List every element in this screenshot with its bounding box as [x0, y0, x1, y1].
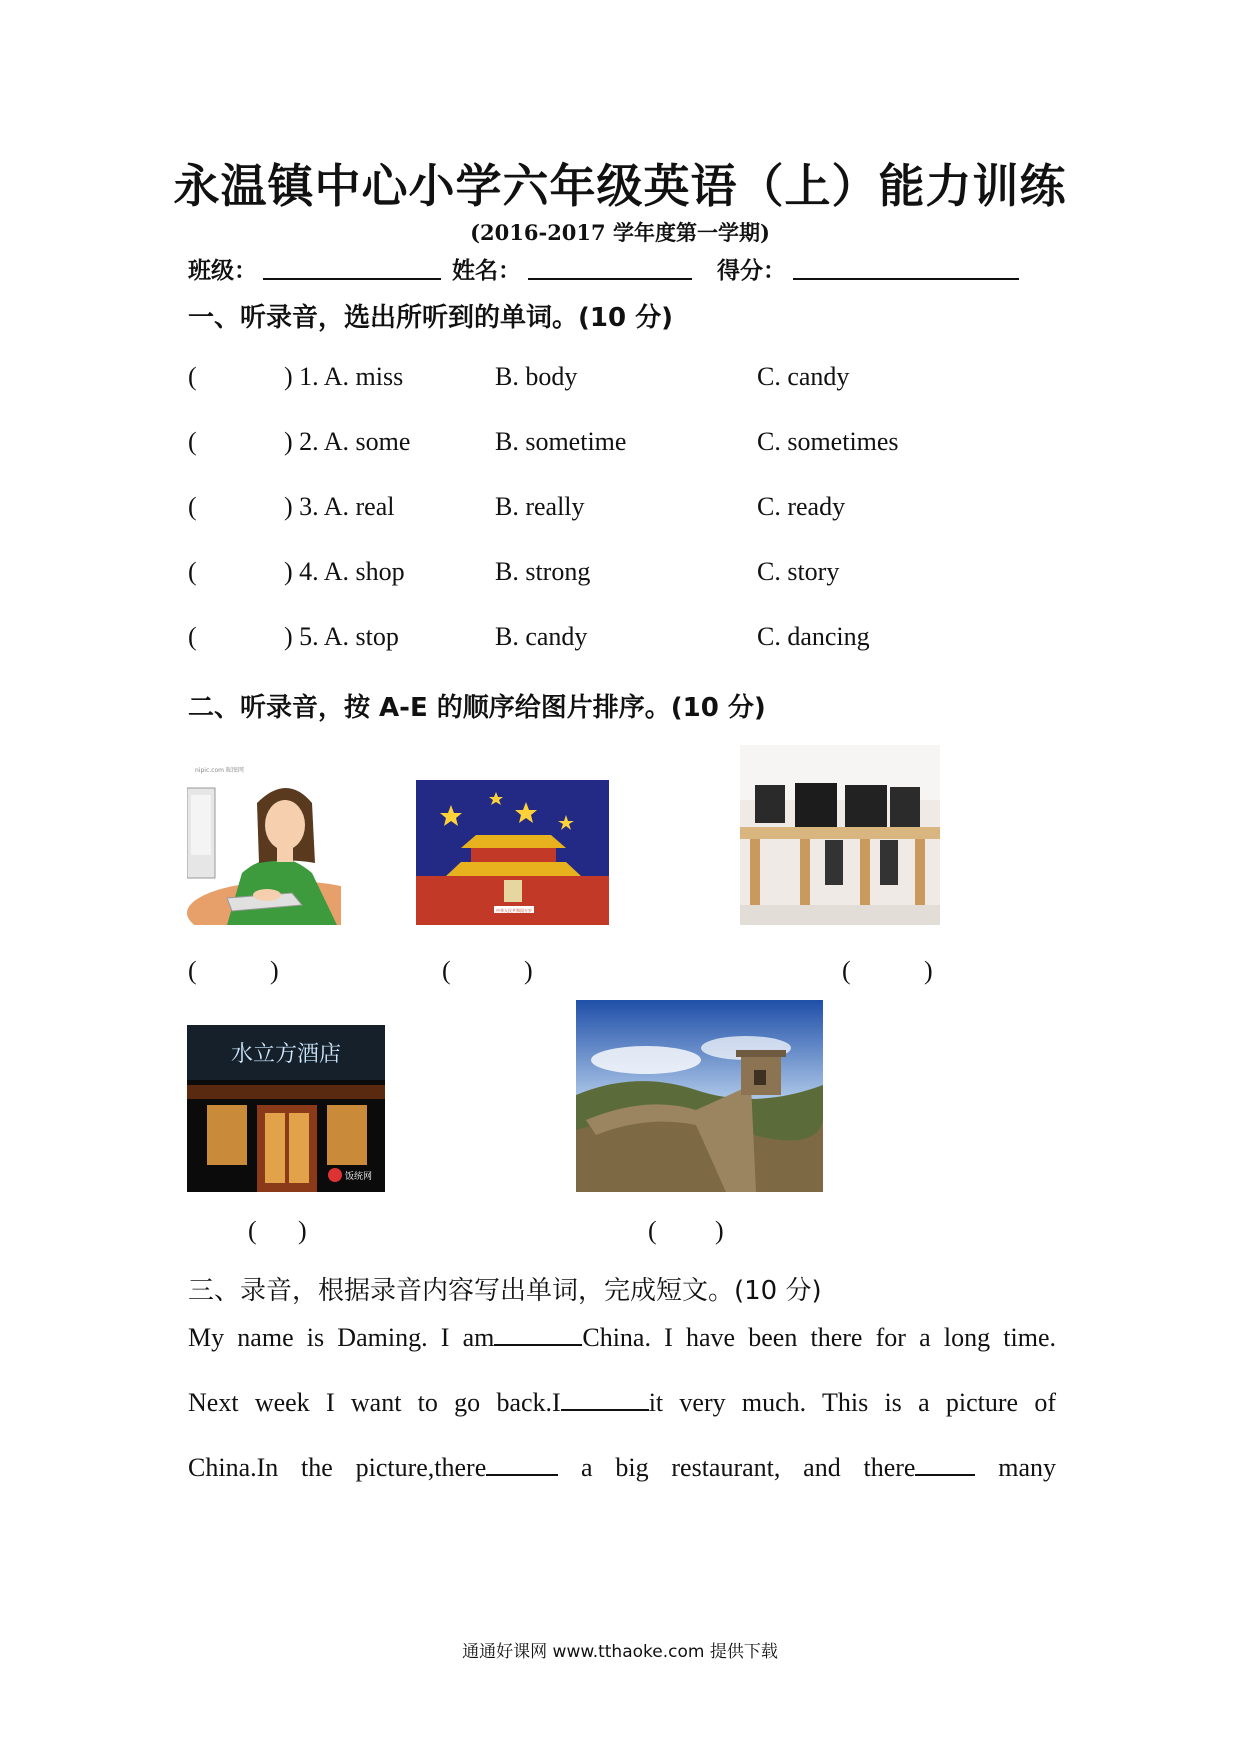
passage-text: China. I have been there for a long time.: [582, 1323, 1056, 1352]
q1-option-a[interactable]: ) 1. A. miss: [284, 362, 404, 391]
picture3-answer-close: ): [924, 956, 933, 985]
q2-option-a[interactable]: ) 2. A. some: [284, 427, 411, 456]
page-title: 永温镇中心小学六年级英语（上）能力训练: [173, 159, 1067, 213]
tiananmen-sign: 中华人民共和国万岁: [496, 908, 532, 913]
q5-option-c[interactable]: C. dancing: [757, 622, 870, 651]
passage-text: My name is Daming. I am: [188, 1323, 495, 1352]
q4-option-a[interactable]: ) 4. A. shop: [284, 557, 405, 586]
name-blank[interactable]: [528, 278, 692, 280]
section1-heading: 一、听录音，选出所听到的单词。(10 分): [188, 303, 673, 333]
passage-text: it very much. This is a picture of: [648, 1388, 1057, 1417]
q3-option-a[interactable]: ) 3. A. real: [284, 492, 395, 521]
picture1-watermark: nipic.com 昵图网: [195, 767, 244, 774]
passage-text: a big restaurant, and there: [581, 1453, 916, 1482]
picture4-answer-close: ): [298, 1216, 307, 1245]
q3-option-b[interactable]: B. really: [495, 492, 585, 521]
q4-option-c[interactable]: C. story: [757, 557, 840, 586]
score-blank[interactable]: [793, 278, 1019, 280]
passage-text: many: [998, 1453, 1057, 1482]
section3-heading: 三、录音，根据录音内容写出单词，完成短文。(10 分): [188, 1276, 822, 1306]
passage-line-3: [188, 1453, 1056, 1483]
page-subtitle: (2016-2017 学年度第一学期): [470, 220, 770, 245]
section2-heading: 二、听录音，按 A-E 的顺序给图片排序。(10 分): [188, 693, 766, 723]
picture2-answer-close: ): [524, 956, 533, 985]
q2-option-c[interactable]: C. sometimes: [757, 427, 899, 456]
q3-option-c[interactable]: C. ready: [757, 492, 846, 521]
q2-option-b[interactable]: B. sometime: [495, 427, 627, 456]
score-label: 得分：: [717, 258, 786, 284]
blank-3[interactable]: [486, 1454, 558, 1476]
passage-text: Next week I want to go back.I: [188, 1388, 561, 1417]
picture4-answer-open[interactable]: (: [248, 1216, 257, 1245]
q1-open-paren: (: [188, 362, 197, 391]
class-blank[interactable]: [263, 278, 441, 280]
footer-credit: 通通好课网 www.tthaoke.com 提供下载: [462, 1642, 778, 1662]
q1-option-c[interactable]: C. candy: [757, 362, 850, 391]
tiananmen-gate-icon: [416, 780, 609, 925]
picture1-answer-open[interactable]: (: [188, 956, 197, 985]
picture5-answer-close: ): [715, 1216, 724, 1245]
name-label: 姓名：: [452, 258, 521, 284]
picture5-answer-open[interactable]: (: [648, 1216, 657, 1245]
q2-open-paren: (: [188, 427, 197, 456]
q3-open-paren: (: [188, 492, 197, 521]
q5-option-a[interactable]: ) 5. A. stop: [284, 622, 399, 651]
q4-open-paren: (: [188, 557, 197, 586]
passage-text: China.In the picture,there: [188, 1453, 487, 1482]
operator-woman-computer-icon: [187, 763, 341, 925]
restaurant-storefront-icon: [187, 1025, 385, 1192]
passage-line-2: [188, 1388, 1056, 1418]
q5-option-b[interactable]: B. candy: [495, 622, 588, 651]
passage-line-1: [188, 1323, 1056, 1353]
picture3-answer-open[interactable]: (: [842, 956, 851, 985]
picture2-answer-open[interactable]: (: [442, 956, 451, 985]
restaurant-watermark: 饭统网: [345, 1172, 373, 1182]
restaurant-sign: 水立方酒店: [230, 1042, 342, 1067]
great-wall-icon: [576, 1000, 823, 1192]
q4-option-b[interactable]: B. strong: [495, 557, 591, 586]
q5-open-paren: (: [188, 622, 197, 651]
q1-option-b[interactable]: B. body: [495, 362, 578, 391]
blank-1[interactable]: [494, 1324, 582, 1346]
blank-2[interactable]: [561, 1389, 649, 1411]
picture1-answer-close: ): [270, 956, 279, 985]
class-label: 班级：: [188, 258, 257, 284]
computer-lab-icon: [740, 745, 940, 925]
blank-4[interactable]: [915, 1454, 975, 1476]
